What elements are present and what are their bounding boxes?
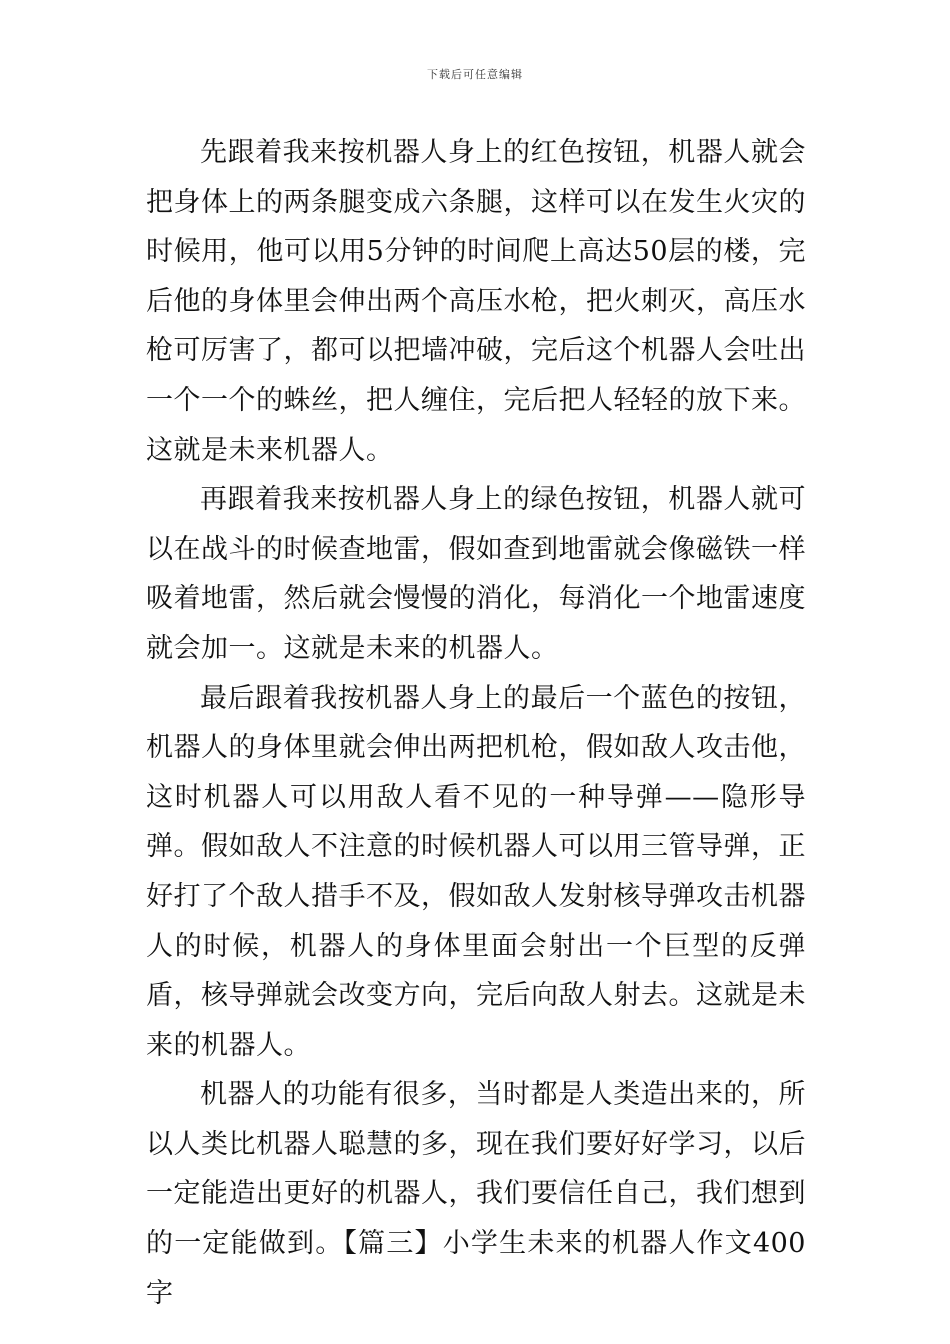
page-header: 下载后可任意编辑 xyxy=(427,68,523,81)
document-body xyxy=(146,128,806,1318)
paragraph-blue-button: 最后跟着我按机器人身上的最后一个蓝色的按钮，机器人的身体里就会伸出两把机枪，假如敌人攻击他，这时机器人可以用敌人看不见的一种导弹——隐形导弹。假如敌人不注意的时候机器人可以用三管导弹，正好打了个敌人措手不及，假如敌人发射核导弹攻击机器人的时候，机器人的身体里面会射出一个巨型的反弹盾，核导弹就会改变方向，完后向敌人射去。这就是未来的机器人。 xyxy=(146,682,806,1061)
paragraph-green-button: 再跟着我来按机器人身上的绿色按钮，机器人就可以在战斗的时候查地雷，假如查到地雷就会像磁铁一样吸着地雷，然后就会慢慢的消化，每消化一个地雷速度就会加一。这就是未来的机器人。 xyxy=(146,484,806,664)
paragraph-conclusion: 机器人的功能有很多，当时都是人类造出来的，所以人类比机器人聪慧的多，现在我们要好好学习，以后一定能造出更好的机器人，我们要信任自己，我们想到的一定能做到。【篇三】小学生未来的机器人作文400字 xyxy=(146,1079,806,1309)
paragraph-red-button: 先跟着我来按机器人身上的红色按钮，机器人就会把身体上的两条腿变成六条腿，这样可以在发生火灾的时候用，他可以用5分钟的时间爬上高达50层的楼，完后他的身体里会伸出两个高压水枪，把火刺灭，高压水枪可厉害了，都可以把墙冲破，完后这个机器人会吐出一个一个的蛛丝，把人缠住，完后把人轻轻的放下来。这就是未来机器人。 xyxy=(146,137,806,466)
